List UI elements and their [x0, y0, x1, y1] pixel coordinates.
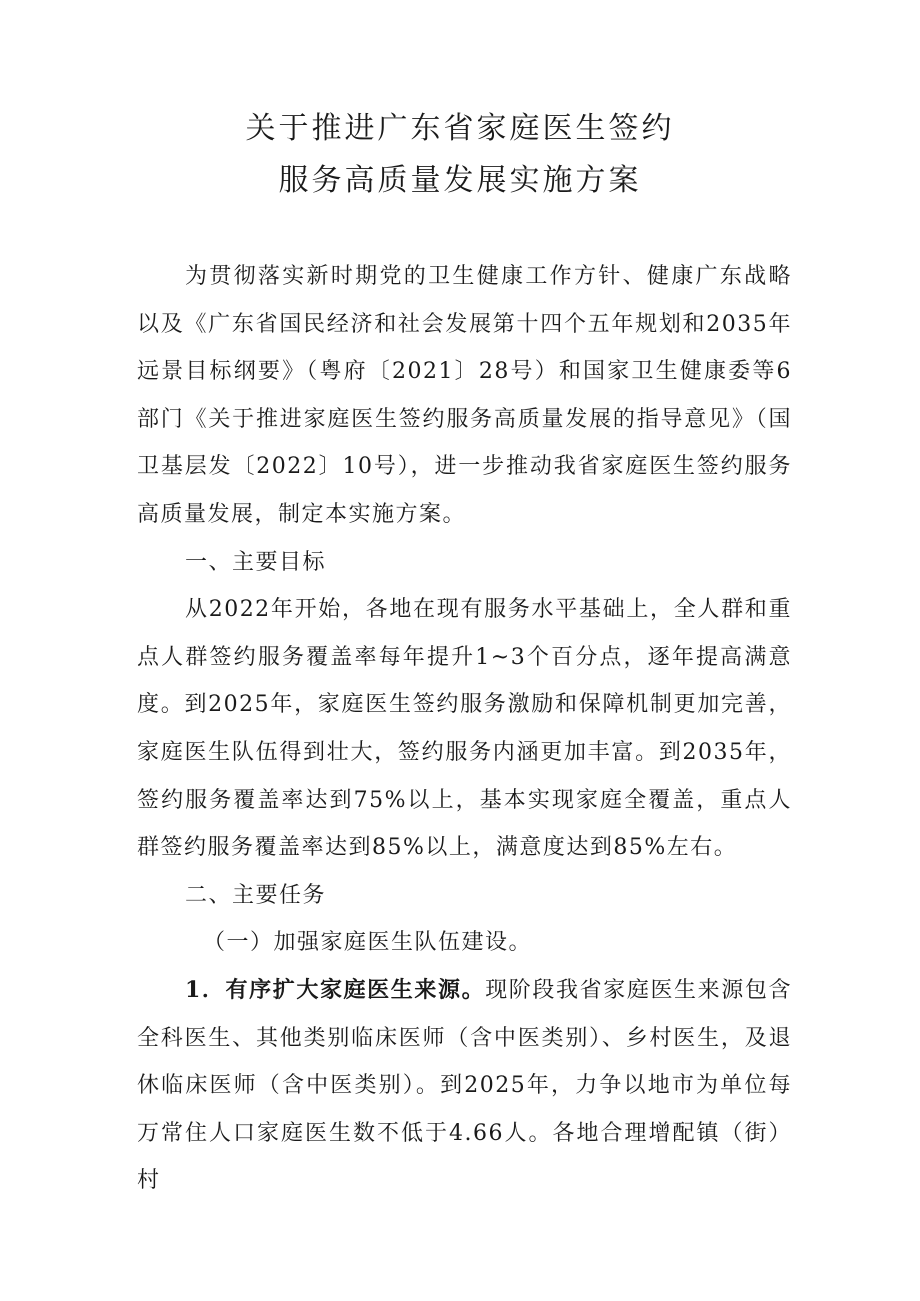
subsection-heading-team: （一）加强家庭医生队伍建设。 — [203, 930, 533, 956]
document-title-line-2: 服务高质量发展实施方案 — [278, 163, 642, 198]
section-heading-tasks: 二、主要任务 — [185, 882, 327, 908]
document-body — [137, 253, 792, 1205]
goals-paragraph: 从2022年开始，各地在现有服务水平基础上，全人群和重点人群签约服务覆盖率每年提升1~3个百分点，逐年提高满意度。到2025年，家庭医生签约服务激励和保障机制更加完善，家庭医生队伍得到壮大，签约服务内涵更加丰富。到2035年，签约服务覆盖率达到75%以上，基本实现家庭全覆盖，重点人群签约服务覆盖率达到85%以上，满意度达到85%左右。 — [137, 597, 792, 861]
item-1-paragraph — [137, 967, 792, 1205]
item-1-lead: 1．有序扩大家庭医生来源。 — [185, 976, 486, 1003]
item-1-body: 现阶段我省家庭医生来源包含全科医生、其他类别临床医师（含中医类别）、乡村医生，及退休临床医师（含中医类别）。到2025年，力争以地市为单位每万常住人口家庭医生数不低于4.66人。各地合理增配镇（街）村 — [137, 977, 792, 1194]
section-heading-goals: 一、主要目标 — [185, 549, 327, 575]
document-title-line-1: 关于推进广东省家庭医生签约 — [245, 111, 675, 146]
intro-paragraph: 为贯彻落实新时期党的卫生健康工作方针、健康广东战略以及《广东省国民经济和社会发展第十四个五年规划和2035年远景目标纲要》（粤府〔2021〕28号）和国家卫生健康委等6部门《关于推进家庭医生签约服务高质量发展的指导意见》（国卫基层发〔2022〕10号），进一步推动我省家庭医生签约服务高质量发展，制定本实施方案。 — [137, 264, 792, 527]
